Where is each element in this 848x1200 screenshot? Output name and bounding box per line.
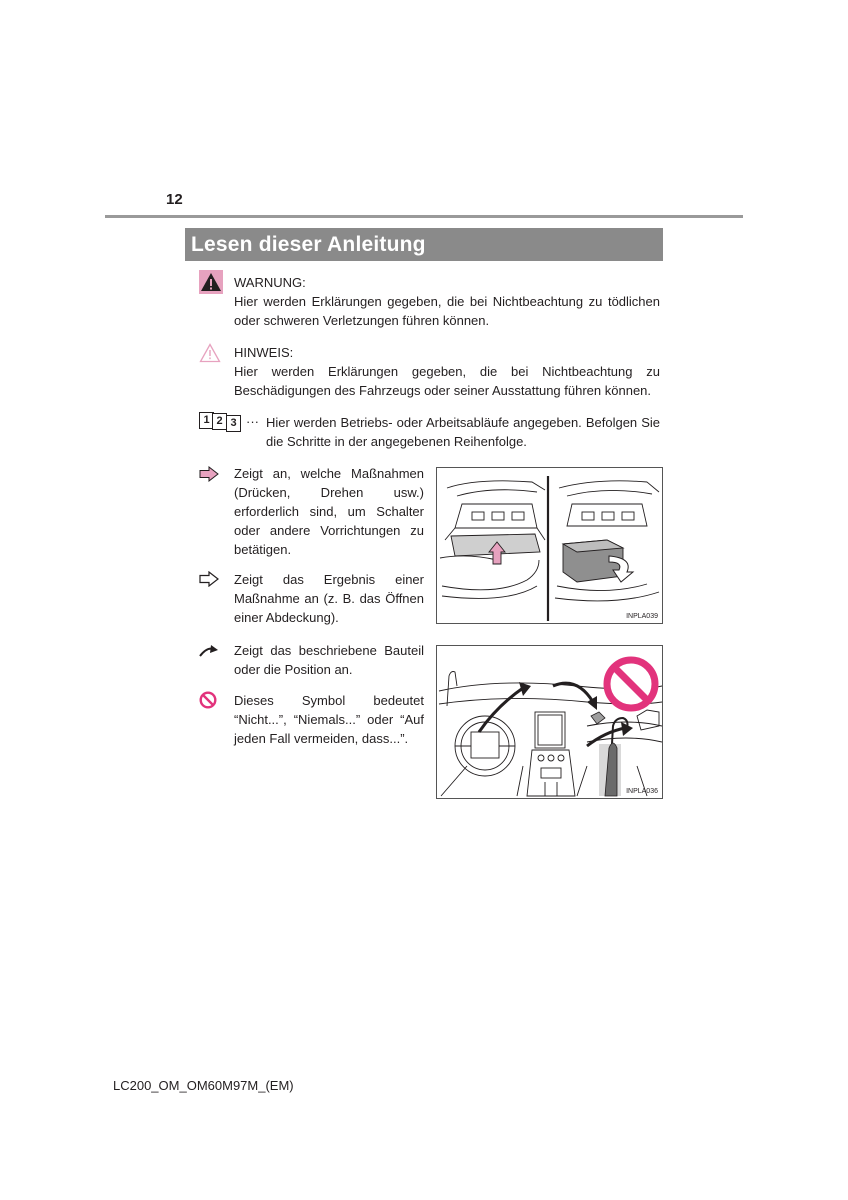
overhead-console-drawing xyxy=(437,468,663,624)
figure-code: INPLA036 xyxy=(626,788,658,795)
warning-triangle-filled-icon xyxy=(199,270,223,299)
header-rule xyxy=(105,215,743,218)
warnung-text: Hier werden Erklärungen gegeben, die bei Nichtbeachtung zu tödlichen oder schweren Verletzungen führen können. xyxy=(234,294,660,328)
dashboard-drawing xyxy=(437,646,663,799)
result-arrow-text: Zeigt das Ergebnis einer Maßnahme an (z. B. das Öffnen einer Abdeckung). xyxy=(234,572,424,625)
section-title: Lesen dieser Anleitung xyxy=(185,228,663,261)
figure-code: INPLA039 xyxy=(626,613,658,620)
action-arrow-icon xyxy=(199,466,219,487)
warnung-heading: WARNUNG: xyxy=(234,275,306,290)
steps-dots: ··· xyxy=(246,414,259,429)
steps-text: Hier werden Betriebs- oder Arbeitsabläufe angegeben. Befolgen Sie die Schritte in der angegebenen Reihenfolge. xyxy=(266,415,660,449)
prohibition-icon xyxy=(199,691,217,714)
component-pointer-icon xyxy=(199,644,219,663)
prohibition-text: Dieses Symbol bedeutet “Nicht...”, “Niemals...” oder “Auf jeden Fall vermeiden, dass...”. xyxy=(234,693,424,746)
document-footer: LC200_OM_OM60M97M_(EM) xyxy=(113,1078,294,1093)
numbered-steps-icon xyxy=(199,412,247,432)
page-number: 12 xyxy=(166,191,183,208)
hinweis-text: Hier werden Erklärungen gegeben, die bei Nichtbeachtung zu Beschädigungen des Fahrzeugs oder seiner Ausstattung führen können. xyxy=(234,364,660,398)
overhead-console-illustration xyxy=(436,467,663,624)
action-arrow-text: Zeigt an, welche Maßnahmen (Drücken, Drehen usw.) erforderlich sind, um Schalter oder andere Vorrichtungen zu betätigen. xyxy=(234,466,424,557)
result-arrow-icon xyxy=(199,571,219,592)
step-digit: 3 xyxy=(226,415,241,432)
component-arrow-text: Zeigt das beschriebene Bauteil oder die Position an. xyxy=(234,643,424,677)
warning-triangle-outline-icon xyxy=(199,343,221,368)
hinweis-heading: HINWEIS: xyxy=(234,345,294,360)
step-digit: 1 xyxy=(199,412,214,429)
step-digit: 2 xyxy=(212,413,227,430)
dashboard-illustration xyxy=(436,645,663,799)
